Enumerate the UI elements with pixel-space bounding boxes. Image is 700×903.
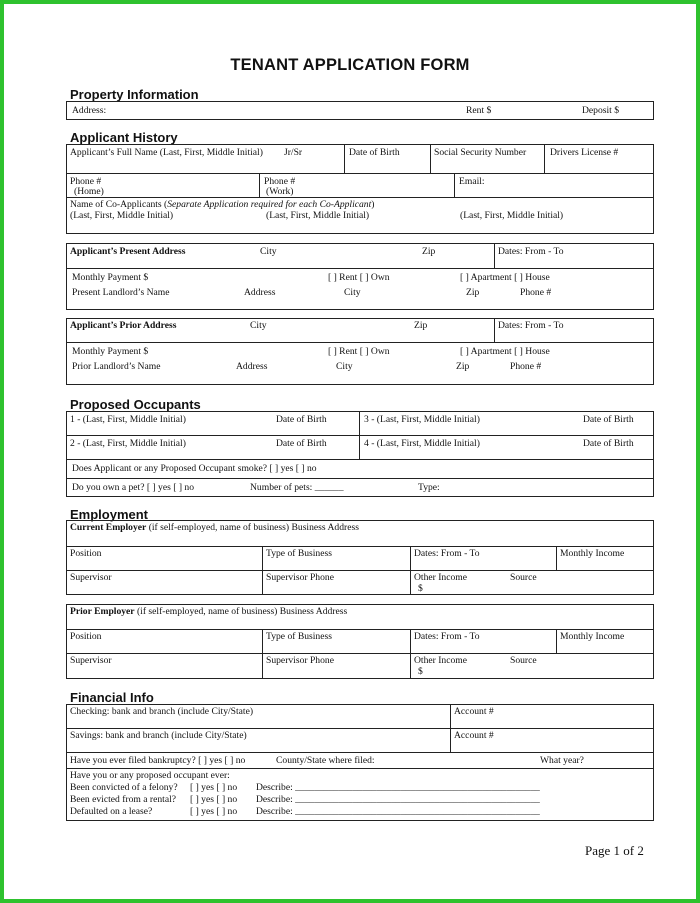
occupant-3-field[interactable]: 3 - (Last, First, Middle Initial) (364, 414, 480, 425)
felony-checkbox[interactable]: [ ] yes [ ] no (190, 782, 238, 793)
prior-landlord-city-field[interactable]: City (336, 361, 353, 372)
present-landlord-phone-field[interactable]: Phone # (520, 287, 552, 298)
current-other-income-dollar: $ (418, 583, 423, 594)
evicted-label: Been evicted from a rental? (70, 794, 177, 805)
felony-label: Been convicted of a felony? (70, 782, 178, 793)
current-employer-field[interactable]: Current Employer (if self-employed, name of business) Business Address (70, 522, 359, 533)
occupant-1-dob-field[interactable]: Date of Birth (276, 414, 327, 425)
co-applicant-name-3-field[interactable]: (Last, First, Middle Initial) (460, 210, 564, 221)
bankruptcy-year-field[interactable]: What year? (540, 755, 584, 766)
evicted-checkbox[interactable]: [ ] yes [ ] no (190, 794, 238, 805)
applicant-email-field[interactable]: Email: (459, 176, 485, 187)
defaulted-describe-field[interactable]: Describe: ___________________________________________________ (256, 806, 540, 817)
felony-describe-field[interactable]: Describe: ___________________________________________________ (256, 782, 540, 793)
current-source-field[interactable]: Source (510, 572, 537, 583)
applicant-dob-field[interactable]: Date of Birth (349, 147, 400, 158)
prior-type-field[interactable]: Type of Business (266, 631, 332, 642)
property-address-field[interactable]: Address: (72, 105, 107, 116)
co-applicants-label: Name of Co-Applicants (Separate Application required for each Co-Applicant) (70, 199, 375, 210)
applicant-home-label: (Home) (74, 186, 104, 197)
prior-dates-field[interactable]: Dates: From - To (414, 631, 480, 642)
section-applicant-heading: Applicant History (70, 130, 178, 145)
current-income-field[interactable]: Monthly Income (560, 548, 625, 559)
section-financial-heading: Financial Info (70, 690, 154, 705)
present-dates-field[interactable]: Dates: From - To (498, 246, 564, 257)
smoke-checkbox[interactable]: Does Applicant or any Proposed Occupant smoke? [ ] yes [ ] no (72, 463, 317, 474)
occupant-4-field[interactable]: 4 - (Last, First, Middle Initial) (364, 438, 480, 449)
pet-type-field[interactable]: Type: (418, 482, 440, 493)
prior-monthly-payment-field[interactable]: Monthly Payment $ (72, 346, 149, 357)
present-zip-field[interactable]: Zip (422, 246, 436, 257)
occupant-1-field[interactable]: 1 - (Last, First, Middle Initial) (70, 414, 186, 425)
present-landlord-city-field[interactable]: City (344, 287, 361, 298)
defaulted-label: Defaulted on a lease? (70, 806, 153, 817)
applicant-license-field[interactable]: Drivers License # (550, 147, 619, 158)
property-rent-field[interactable]: Rent $ (466, 105, 492, 116)
property-deposit-field[interactable]: Deposit $ (582, 105, 620, 116)
prior-position-field[interactable]: Position (70, 631, 102, 642)
page-number: Page 1 of 2 (585, 843, 644, 858)
prior-apartment-house-checkbox[interactable]: [ ] Apartment [ ] House (460, 346, 550, 357)
prior-landlord-field[interactable]: Prior Landlord’s Name (72, 361, 161, 372)
prior-landlord-phone-field[interactable]: Phone # (510, 361, 542, 372)
checking-field[interactable]: Checking: bank and branch (include City/State) (70, 706, 254, 717)
occupant-2-dob-field[interactable]: Date of Birth (276, 438, 327, 449)
form-page (4, 4, 696, 899)
present-address-label[interactable]: Applicant’s Present Address (70, 246, 186, 257)
present-city-field[interactable]: City (260, 246, 277, 257)
pet-count-field[interactable]: Number of pets: ______ (250, 482, 344, 493)
occupant-3-dob-field[interactable]: Date of Birth (583, 414, 634, 425)
applicant-work-label: (Work) (266, 186, 294, 197)
form-title: TENANT APPLICATION FORM (230, 56, 470, 74)
defaulted-checkbox[interactable]: [ ] yes [ ] no (190, 806, 238, 817)
occupant-2-field[interactable]: 2 - (Last, First, Middle Initial) (70, 438, 186, 449)
present-monthly-payment-field[interactable]: Monthly Payment $ (72, 272, 149, 283)
evicted-describe-field[interactable]: Describe: ___________________________________________________ (256, 794, 540, 805)
bankruptcy-checkbox[interactable]: Have you ever filed bankruptcy? [ ] yes [ ] no (70, 755, 246, 766)
co-applicant-name-2-field[interactable]: (Last, First, Middle Initial) (266, 210, 370, 221)
current-dates-field[interactable]: Dates: From - To (414, 548, 480, 559)
property-box (66, 101, 654, 120)
applicant-jr-sr-field[interactable]: Jr/Sr (284, 147, 303, 158)
current-other-income-field[interactable]: Other Income (414, 572, 468, 583)
history-question-label: Have you or any proposed occupant ever: (70, 770, 230, 781)
prior-rent-own-checkbox[interactable]: [ ] Rent [ ] Own (328, 346, 390, 357)
prior-zip-field[interactable]: Zip (414, 320, 428, 331)
prior-dates-field[interactable]: Dates: From - To (498, 320, 564, 331)
section-occupants-heading: Proposed Occupants (70, 397, 201, 412)
occupant-4-dob-field[interactable]: Date of Birth (583, 438, 634, 449)
prior-landlord-address-field[interactable]: Address (236, 361, 268, 372)
current-type-field[interactable]: Type of Business (266, 548, 332, 559)
section-property-heading: Property Information (70, 87, 199, 102)
present-landlord-field[interactable]: Present Landlord’s Name (72, 287, 170, 298)
co-applicant-name-1-field[interactable]: (Last, First, Middle Initial) (70, 210, 174, 221)
savings-field[interactable]: Savings: bank and branch (include City/State) (70, 730, 247, 741)
present-apartment-house-checkbox[interactable]: [ ] Apartment [ ] House (460, 272, 550, 283)
applicant-phone-work-field[interactable]: Phone # (264, 176, 296, 187)
current-supervisor-phone-field[interactable]: Supervisor Phone (266, 572, 334, 583)
applicant-phone-home-field[interactable]: Phone # (70, 176, 102, 187)
applicant-ssn-field[interactable]: Social Security Number (434, 147, 527, 158)
prior-landlord-zip-field[interactable]: Zip (456, 361, 470, 372)
prior-city-field[interactable]: City (250, 320, 267, 331)
present-rent-own-checkbox[interactable]: [ ] Rent [ ] Own (328, 272, 390, 283)
prior-supervisor-phone-field[interactable]: Supervisor Phone (266, 655, 334, 666)
prior-address-label[interactable]: Applicant’s Prior Address (70, 320, 177, 331)
present-landlord-zip-field[interactable]: Zip (466, 287, 480, 298)
prior-income-field[interactable]: Monthly Income (560, 631, 625, 642)
present-landlord-address-field[interactable]: Address (244, 287, 276, 298)
savings-account-field[interactable]: Account # (454, 730, 494, 741)
prior-other-income-field[interactable]: Other Income (414, 655, 468, 666)
prior-other-income-dollar: $ (418, 666, 423, 677)
current-position-field[interactable]: Position (70, 548, 102, 559)
prior-source-field[interactable]: Source (510, 655, 537, 666)
prior-employer-field[interactable]: Prior Employer (if self-employed, name of business) Business Address (70, 606, 348, 617)
applicant-full-name-field[interactable]: Applicant’s Full Name (Last, First, Middle Initial) (70, 147, 263, 158)
section-employment-heading: Employment (70, 507, 149, 522)
pet-checkbox[interactable]: Do you own a pet? [ ] yes [ ] no (72, 482, 195, 493)
bankruptcy-county-field[interactable]: County/State where filed: (276, 755, 375, 766)
checking-account-field[interactable]: Account # (454, 706, 494, 717)
prior-supervisor-field[interactable]: Supervisor (70, 655, 112, 666)
current-supervisor-field[interactable]: Supervisor (70, 572, 112, 583)
